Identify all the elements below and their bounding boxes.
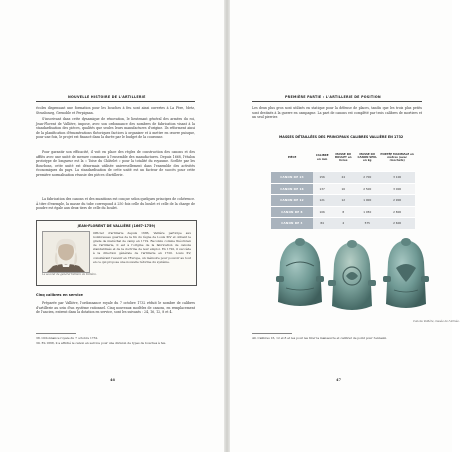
- table-cell-piece: CANON DE 4: [271, 218, 313, 229]
- right-running-head: PREMIÈRE PARTIE : L'ARTILLERIE DE POSITION: [285, 95, 381, 99]
- table-cell: 2 900: [379, 195, 415, 207]
- table-cell: 1 900: [355, 195, 379, 207]
- left-paragraph: écoles dispensant une formation pour les bouches à feu sont ainsi ouvertes à La Fère, Metz, Strasbourg, Grenoble et Perpignan.: [36, 106, 195, 115]
- left-paragraph: Pour garantir son efficacité, il voit en place des règles de construction des canons et des affûts avec une unité de mesure commune à l'ensemble des manufactures. Depuis 1668, l'étalon prototype de longueur est la « Toise du Châtelet » pour la totalité du royaume. Scellée par les Bourbons, cette unité est désormais utilisée universellement dans l'ensemble des activités économiques du pays. La standardisation de cette unité est un facteur de succès pour cette première normalisation réussie des pièces d'artillerie.: [36, 150, 195, 177]
- table-header-row: [271, 144, 415, 172]
- right-page: [230, 0, 460, 452]
- table-cell-piece: CANON DE 8: [271, 206, 313, 218]
- footnote: 40. Calibres 16, 12 et 8 et les pour les tirer la manœuvre et calibrer de point pour l'ennemi.: [252, 336, 388, 340]
- table-cell-piece: CANON DE 24: [271, 172, 313, 184]
- table-cell: 3 000: [379, 183, 415, 195]
- left-paragraph: La fabrication des canons et des munitions est conçue selon quelques principes de cohérence. À titre d'exemple, la masse du tube correspond à 250 fois celle du boulet et celle de la charge de poudre est égale aux deux tiers de celle du boulet.: [36, 197, 195, 211]
- table-title: MASSES DÉTAILLÉES DES PRINCIPAUX CALIBRES VALLIÈRE EN 1732: [279, 135, 404, 139]
- table-cell: 2 800: [379, 206, 415, 218]
- bronze-cannon-breeches-image: [270, 232, 435, 317]
- table-cell: 16: [331, 183, 355, 195]
- right-paragraph: Les deux plus gros sont utilisés en statique pour la défense de places, tandis que les trois plus petits sont destinés à la guerre en campagne. La part de canons est complété par trois calibres de mortiers et un seul pierrier.: [252, 106, 422, 120]
- portrait-caption: Le second du général Vallière de Vallière.: [42, 273, 97, 276]
- table-cell: 84: [313, 218, 331, 229]
- table-header-cell: MASSE DU BOULET en livres: [334, 151, 352, 163]
- left-head-rule: [36, 101, 195, 102]
- table-cell: 156: [313, 172, 331, 184]
- table-row: [271, 172, 415, 184]
- portrait-illustration: [43, 232, 89, 272]
- left-running-head: NOUVELLE HISTOIRE DE L'ARTILLERIE: [68, 95, 146, 99]
- table-row: [271, 218, 415, 229]
- table-cell: 137: [313, 183, 331, 195]
- table-cell: 106: [313, 206, 331, 218]
- table-cell: 24: [331, 172, 355, 184]
- table-row: [271, 206, 415, 218]
- footnote-rule: [36, 333, 76, 334]
- table-cell-piece: CANON DE 16: [271, 183, 313, 195]
- biography-box: [36, 220, 197, 286]
- table-cell-piece: CANON DE 12: [271, 195, 313, 207]
- table-row: [271, 195, 415, 207]
- page-number-right: 47: [336, 378, 342, 382]
- table-header-cell: PIÈCE: [287, 154, 297, 159]
- calibre-table: [271, 144, 415, 229]
- left-page: [0, 0, 224, 452]
- cannon-photos: [270, 232, 435, 317]
- table-cell: 1 050: [355, 206, 379, 218]
- table-header-cell: PORTÉE MAXIMALE en mètres (avec ricochets): [380, 151, 414, 163]
- table-cell: 575: [355, 218, 379, 229]
- table-cell: 4: [331, 218, 355, 229]
- table-cell: 12: [331, 195, 355, 207]
- photo-caption: Canons Vallière, musée de l'Armée.: [413, 320, 460, 323]
- page-number-left: 46: [110, 378, 116, 382]
- left-paragraph: S'inscrivant dans cette dynamique de rénovation, le lieutenant général des armées du roi, Jean-Florent de Vallière, impose, avec son ordonnance des nombres de fabrication visant à la standardisation des pièces, qualités que seules leurs manufactures d'origine. Ils réforment ainsi de la planification d'énumérations théoriques factices à organiser et à mettre en œuvre puisque, pour une fois, le projet est financé dans la durée par le budget de la couronne.: [36, 117, 195, 140]
- table-header-cell: CALIBRE en mm: [315, 153, 329, 161]
- cannon-breech-2: [328, 240, 376, 310]
- biography-title: JEAN-FLORENT DE VALLIÈRE (1667-1759): [77, 223, 156, 228]
- portrait-photo: [42, 231, 90, 273]
- table-cell: 3 100: [379, 172, 415, 184]
- table-header-cell: MASSE DU CANON SEUL en kg: [357, 151, 377, 163]
- cannon-breech-3: [383, 238, 429, 308]
- table-cell: 8: [331, 206, 355, 218]
- table-cell: 121: [313, 195, 331, 207]
- footnote: 38. Ordonnance royale du 7 octobre 1732.: [36, 336, 99, 340]
- table-cell: 2 600: [379, 218, 415, 229]
- table-cell: 2 500: [355, 183, 379, 195]
- biography-text: Officier d'artillerie depuis 1686, Vallière participe aux nombreuses guerres de la fin du règne de Louis XIV et obtient le grade de maréchal de camp en 1719. Reconnu comme théoricien de l'artillerie, il est à l'origine de la fabrication de canons standardisés et de la doctrine de leur emploi. En 1720, il succède à la direction générale de l'artillerie en 1720. Louis XV, considérant l'avenir en l'Europe, un mémoire pour pouvoir au tout en ce qui propose une nouvelle réforme du système.: [93, 231, 191, 264]
- footnote: 39. En 1668, il a affiché le canon en service pour une division de types de bouches à feu.: [36, 341, 167, 345]
- section-heading: Cinq calibres en service: [36, 293, 83, 297]
- section-paragraph: Préparée par Vallière, l'ordonnance royale du 7 octobre 1732 réduit le nombre de calibres d'artillerie au sein d'un système rationnel. Cinq nouveaux modèles de canons, en remplacement de l'ancien, entrent dans la dotation en service, sont les suivants : 24, 16, 12, 8 et 4.: [36, 301, 195, 315]
- table-cell: 2 700: [355, 172, 379, 184]
- right-head-rule: [252, 101, 422, 102]
- table-row: [271, 183, 415, 195]
- cannon-breech-1: [276, 238, 324, 306]
- footnote-rule: [252, 333, 292, 334]
